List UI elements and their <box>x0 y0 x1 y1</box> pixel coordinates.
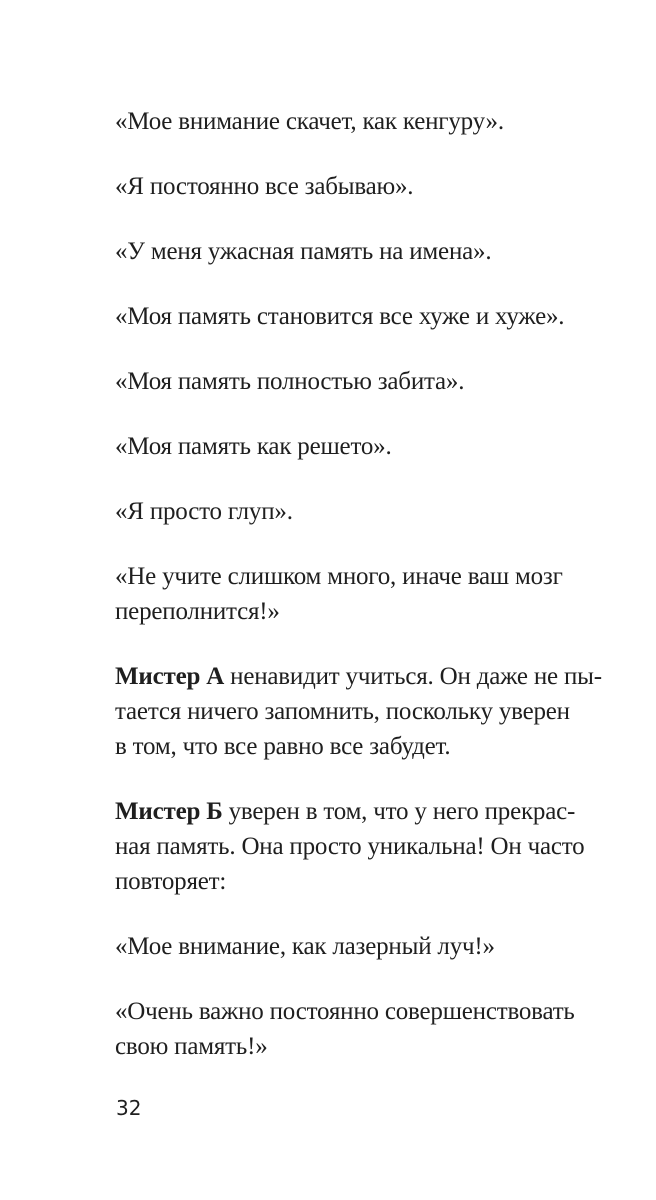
quote-paragraph <box>115 234 651 269</box>
quote-paragraph <box>115 429 651 464</box>
mister-b-line2: ная память. Она просто уникальна! Он часто <box>115 833 585 860</box>
quote-paragraph <box>115 494 651 529</box>
mister-a-line3: в том, что все равно все забудет. <box>115 733 451 760</box>
mister-a-paragraph <box>115 659 651 764</box>
mister-a-line1: ненавидит учиться. Он даже не пы- <box>224 663 602 690</box>
quote-paragraph <box>115 104 651 139</box>
quote-paragraph <box>115 299 651 334</box>
mister-b-line3: повторяет: <box>115 868 227 895</box>
text-line: «Моя память как решето». <box>115 433 392 460</box>
mister-b-name: Мистер Б <box>115 798 223 825</box>
mister-a-name: Мистер А <box>115 663 225 690</box>
quote-paragraph <box>115 169 651 204</box>
quote-paragraph <box>115 364 651 399</box>
text-line: «У меня ужасная память на имена». <box>115 238 492 265</box>
text-line: переполнится!» <box>115 598 280 625</box>
quote-paragraph <box>115 994 651 1064</box>
mister-a-line2: тается ничего запомнить, поскольку уверен <box>115 698 570 725</box>
text-line: «Очень важно постоянно совершенствовать <box>115 998 575 1025</box>
text-line: «Мое внимание скачет, как кенгуру». <box>115 108 504 135</box>
mister-b-paragraph <box>115 794 651 899</box>
text-line: «Моя память полностью забита». <box>115 368 465 395</box>
text-line: свою память!» <box>115 1033 268 1060</box>
quote-paragraph <box>115 929 651 964</box>
text-line: «Мое внимание, как лазерный луч!» <box>115 933 495 960</box>
text-line: «Не учите слишком много, иначе ваш мозг <box>115 563 563 590</box>
text-line <box>115 794 651 829</box>
quote-paragraph <box>115 559 651 629</box>
text-line: «Я просто глуп». <box>115 498 293 525</box>
page-text <box>115 104 651 1094</box>
text-line: «Моя память становится все хуже и хуже». <box>115 303 565 330</box>
mister-b-line1: уверен в том, что у него прекрас- <box>222 798 576 825</box>
text-line <box>115 659 651 694</box>
text-line: «Я постоянно все забываю». <box>115 173 414 200</box>
page-number: 32 <box>116 1096 142 1120</box>
